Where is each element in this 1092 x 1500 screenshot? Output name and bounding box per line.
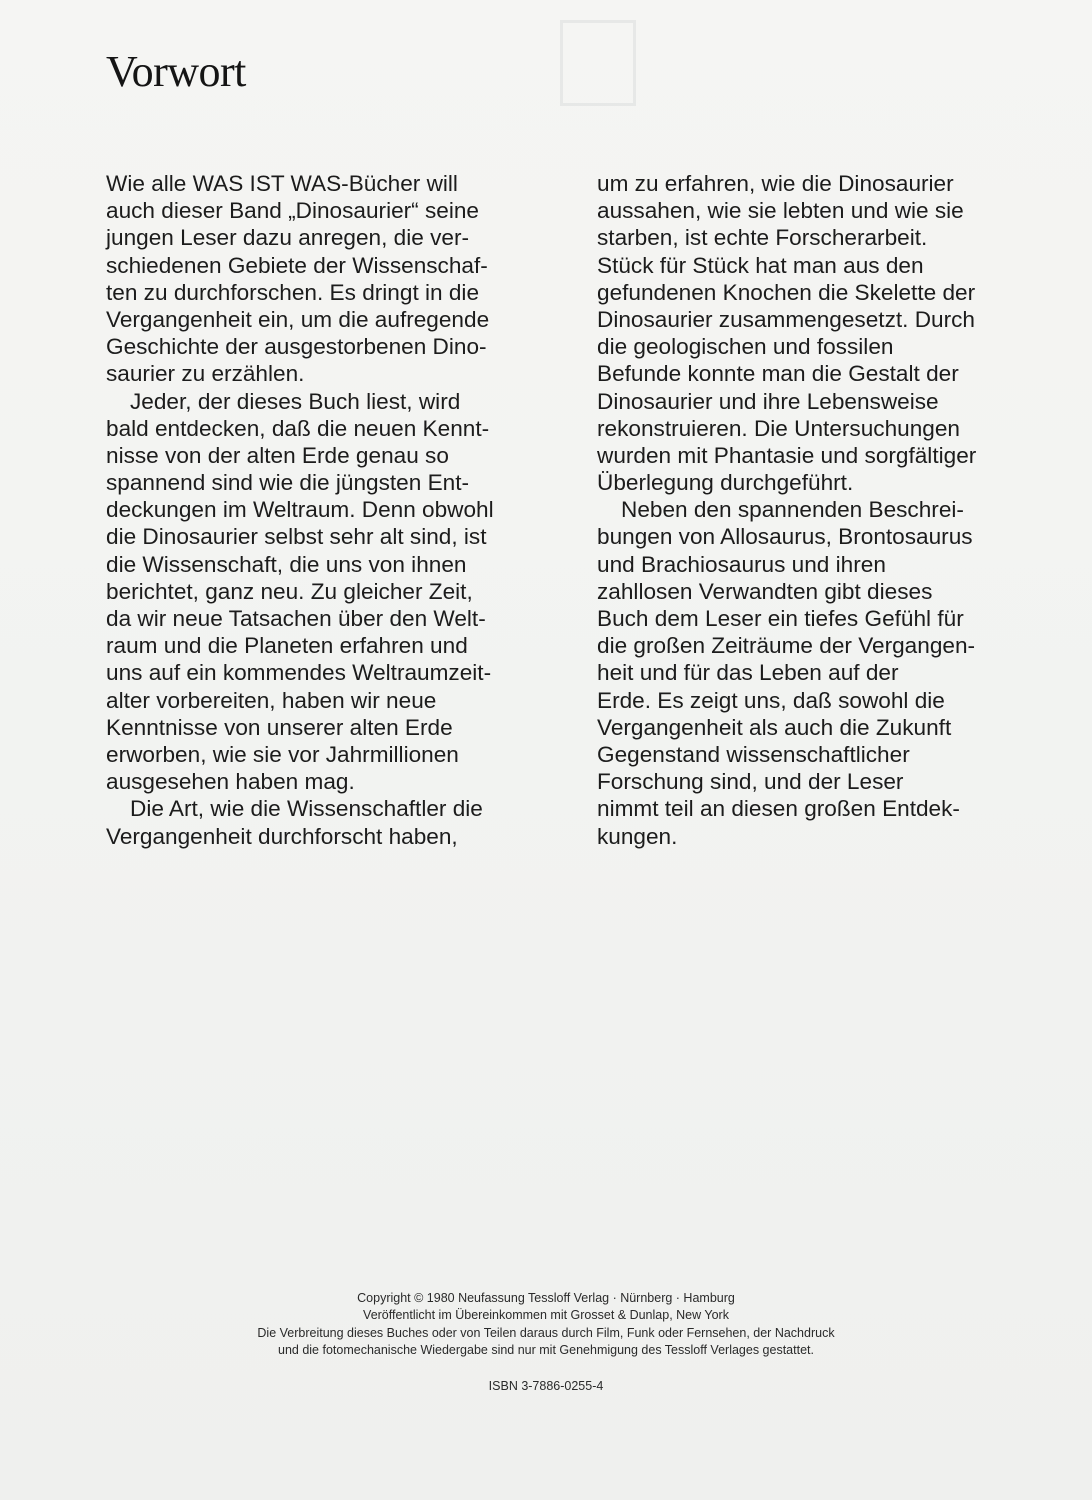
text-line: raum und die Planeten erfahren und: [106, 633, 468, 659]
text-line: Buch dem Leser ein tiefes Gefühl für: [597, 606, 964, 631]
text-line: gefundenen Knochen die Skelette der: [597, 279, 976, 305]
text-line: Dinosaurier und ihre Lebensweise: [597, 388, 939, 414]
text-line: nisse von der alten Erde genau so: [106, 442, 449, 468]
text-line: berichtet, ganz neu. Zu gleicher Zeit,: [106, 578, 473, 604]
text-line: schiedenen Gebiete der Wissenschaf-: [106, 252, 488, 278]
text-line: alter vorbereiten, haben wir neue: [106, 687, 437, 713]
text-line: saurier zu erzählen.: [106, 361, 305, 387]
text-line: deckungen im Weltraum. Denn obwohl: [106, 497, 494, 523]
text-line: erworben, wie sie vor Jahrmillionen: [106, 741, 459, 767]
text-line: die Dinosaurier selbst sehr alt sind, ist: [106, 524, 487, 550]
text-line: da wir neue Tatsachen über den Welt-: [106, 606, 486, 631]
text-line: bald entdecken, daß die neuen Kennt-: [106, 415, 490, 441]
imprint: [0, 1290, 1092, 1395]
text-line: Stück für Stück hat man aus den: [597, 252, 924, 278]
text-line: ten zu durchforschen. Es dringt in die: [106, 279, 480, 305]
text-line: spannend sind wie die jüngsten Ent-: [106, 470, 470, 496]
text-line: die Wissenschaft, die uns von ihnen: [106, 551, 467, 577]
text-line: Vergangenheit durchforscht haben,: [106, 823, 458, 849]
text-line: bungen von Allosaurus, Brontosaurus: [597, 524, 973, 550]
text-line: Wie alle WAS IST WAS-Bücher will: [106, 171, 458, 196]
right-text-column: [597, 170, 1037, 850]
text-line: Erde. Es zeigt uns, daß sowohl die: [597, 687, 945, 713]
text-line: Kenntnisse von unserer alten Erde: [106, 714, 453, 740]
text-line: Befunde konnte man die Gestalt der: [597, 361, 959, 387]
text-line: Geschichte der ausgestorbenen Dino-: [106, 334, 487, 360]
page-title: Vorwort: [106, 47, 246, 96]
text-line: auch dieser Band „Dinosaurier“ seine: [106, 198, 479, 224]
text-line: heit und für das Leben auf der: [597, 660, 899, 686]
rights-line-2: und die fotomechanische Wiedergabe sind nur mit Genehmigung des Tessloff Verlages gestattet.: [278, 1343, 814, 1358]
text-line: Jeder, der dieses Buch liest, wird: [130, 388, 461, 414]
text-line: jungen Leser dazu anregen, die ver-: [106, 225, 470, 251]
text-line: die geologischen und fossilen: [597, 334, 894, 360]
publication-line: Veröffentlicht im Übereinkommen mit Grosset & Dunlap, New York: [363, 1308, 729, 1323]
text-line: ausgesehen haben mag.: [106, 769, 355, 795]
left-text-column: [106, 170, 556, 850]
text-line: Forschung sind, und der Leser: [597, 769, 904, 795]
text-line: Die Art, wie die Wissenschaftler die: [130, 796, 483, 822]
bleed-through-shape: [560, 20, 636, 106]
text-line: starben, ist echte Forscherarbeit.: [597, 225, 928, 251]
text-line: zahllosen Verwandten gibt dieses: [597, 578, 933, 604]
text-line: Gegenstand wissenschaftlicher: [597, 741, 910, 767]
text-line: rekonstruieren. Die Untersuchungen: [597, 415, 960, 441]
copyright-line: Copyright © 1980 Neufassung Tessloff Verlag · Nürnberg · Hamburg: [357, 1291, 735, 1305]
text-line: Vergangenheit ein, um die aufregende: [106, 306, 490, 332]
text-line: und Brachiosaurus und ihren: [597, 551, 886, 577]
text-line: nimmt teil an diesen großen Entdek-: [597, 796, 960, 822]
text-line: die großen Zeiträume der Vergangen-: [597, 633, 976, 659]
text-line: Neben den spannenden Beschrei-: [621, 497, 964, 523]
rights-line-1: Die Verbreitung dieses Buches oder von Teilen daraus durch Film, Funk oder Fernsehen, der Nachdruck: [257, 1325, 835, 1340]
isbn: ISBN 3-7886-0255-4: [488, 1378, 604, 1393]
text-line: Dinosaurier zusammengesetzt. Durch: [597, 306, 975, 332]
text-line: wurden mit Phantasie und sorgfältiger: [597, 442, 977, 468]
text-line: Vergangenheit als auch die Zukunft: [597, 714, 952, 740]
text-line: aussahen, wie sie lebten und wie sie: [597, 198, 964, 224]
text-line: kungen.: [597, 823, 678, 849]
text-line: um zu erfahren, wie die Dinosaurier: [597, 171, 954, 196]
text-line: uns auf ein kommendes Weltraumzeit-: [106, 660, 492, 686]
text-line: Überlegung durchgeführt.: [597, 470, 854, 496]
